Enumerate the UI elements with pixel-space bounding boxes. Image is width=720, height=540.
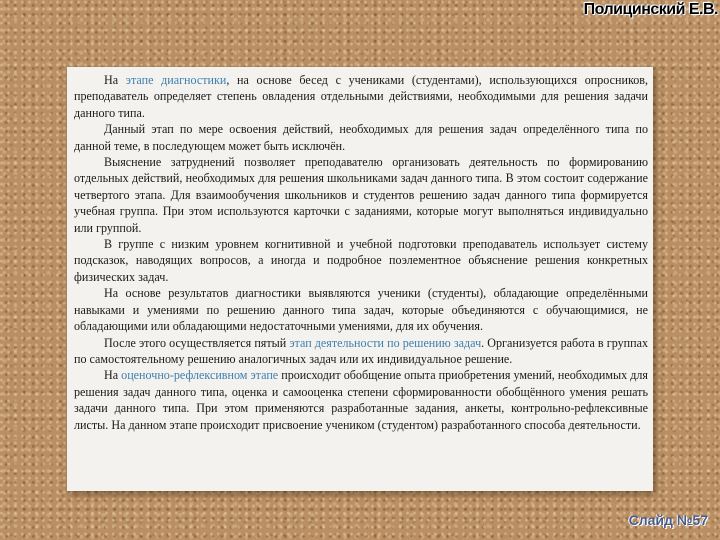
highlighted-term: оценочно-рефлексивном этапе [121,368,279,383]
paragraph [74,367,648,433]
author-name: Полицинский Е.В. [583,1,718,18]
paragraph [74,154,648,236]
text-segment: , на основе бесед с учениками (студентами), использующихся опросников, преподаватель определяет степень овладения отдельными действиями, необходимыми для решения задачи данного типа. [74,73,649,120]
text-segment: После этого осуществляется пятый [104,335,290,350]
paragraph [74,72,648,121]
text-segment: . Организуется работа в группах по самостоятельному решению аналогичных задач или их индивидуальное решение. [74,335,648,366]
text-segment: происходит обобщение опыта приобретения умений, необходимых для решения задач данного типа, оценка и самооценка степени сформированности обобщённого умения решать задачи данного типа. При этом применяются разработанные задания, анкеты, контрольно-рефлексивные листы. На данном этапе происходит присвоение учеником (студентом) разработанного способа деятельности. [74,368,648,432]
paragraph-list [74,72,648,433]
paragraph [74,285,648,334]
text-segment: В группе с низким уровнем когнитивной и учебной подготовки преподаватель использует систему подсказок, наводящих вопросов, а иногда и подробное поэлементное объяснение решения конкретных физических задач. [74,237,648,284]
paragraph [74,236,648,285]
text-segment: На [104,368,122,383]
paragraph [74,335,648,368]
slide-number: Слайд №57 [628,512,708,528]
highlighted-term: этап деятельности по решению задач [289,335,482,350]
paragraph [74,121,648,154]
text-segment: Выяснение затруднений позволяет преподавателю организовать деятельность по формированию отдельных действий, необходимых для решения школьниками задач данного типа. В этом состоит содержание четвертого этапа. Для взаимообучения школьников и студентов решению задач данного типа формируется учебная группа. При этом используются карточки с заданиями, которые могут выполняться индивидуально или группой. [74,155,648,235]
text-panel [67,67,653,491]
text-segment: На [104,73,126,87]
highlighted-term: этапе диагностики [125,73,227,87]
text-segment: На основе результатов диагностики выявляются ученики (студенты), обладающие определёнными навыками и умениями по решению данного типа задач, которые объединяются с обучающимися, не обладающими или обладающими недостаточными умениями, для их обучения. [74,286,648,334]
text-segment: Данный этап по мере освоения действий, необходимых для решения задач определённого типа по данной теме, в последующем может быть исключён. [74,122,648,153]
